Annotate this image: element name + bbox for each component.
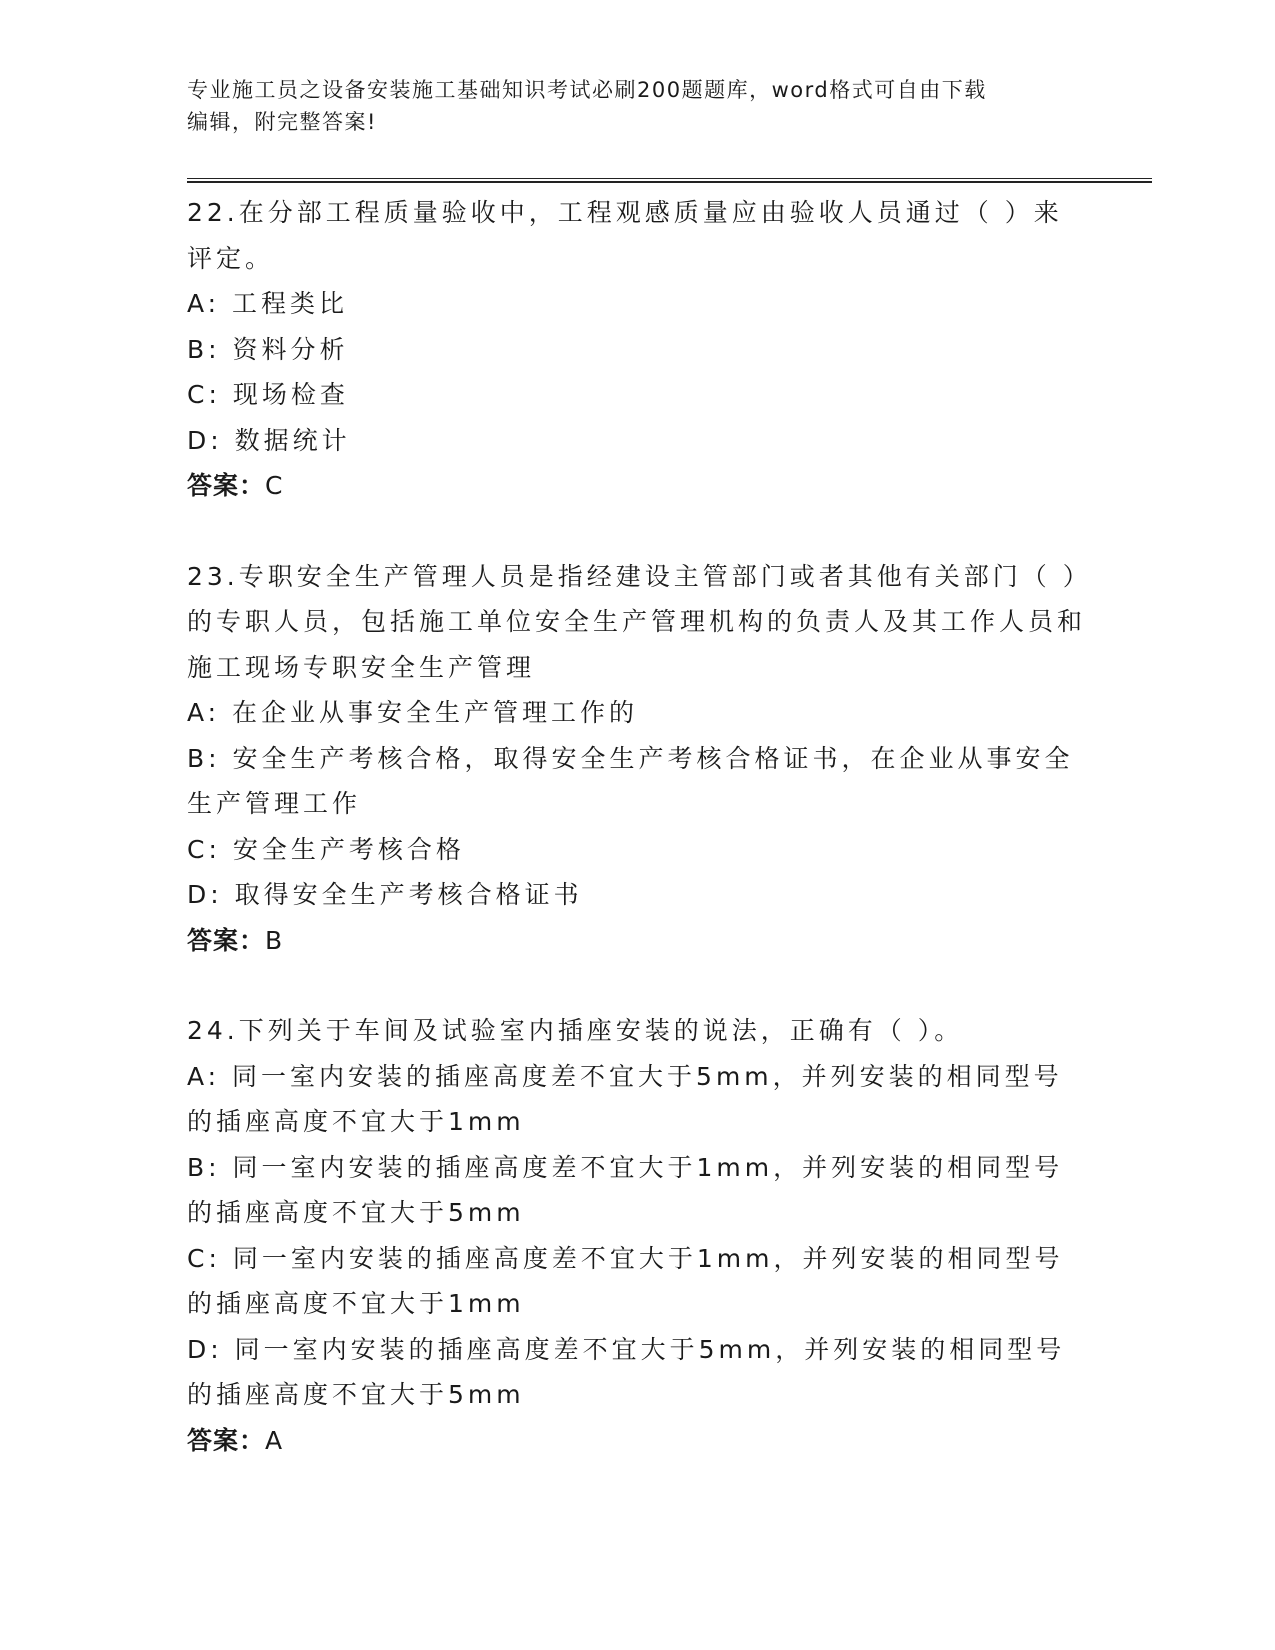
option-c: C: 现场检查 [187, 380, 349, 409]
option-a: A: 在企业从事安全生产管理工作的 [187, 698, 639, 727]
answer [187, 463, 1087, 509]
question-list [187, 190, 1087, 1508]
option-d: D: 数据统计 [187, 425, 351, 455]
option-b: B: 资料分析 [187, 334, 349, 364]
option-b: B: 同一室内安装的插座高度差不宜大于1mm，并列安装的相同型号的插座高度不宜大于5mm [187, 1152, 1064, 1227]
answer [187, 1418, 1087, 1464]
page-header [187, 74, 1087, 138]
answer [187, 918, 1087, 964]
answer-value: A [265, 1425, 284, 1455]
question-stem: 22.在分部工程质量验收中，工程观感质量应由验收人员通过（ ）来评定。 [187, 198, 1063, 273]
header-divider [187, 178, 1152, 183]
option-a: A: 同一室内安装的插座高度差不宜大于5mm，并列安装的相同型号的插座高度不宜大于1mm [187, 1061, 1063, 1136]
option-a: A: 工程类比 [187, 289, 349, 318]
option-c: C: 同一室内安装的插座高度差不宜大于1mm，并列安装的相同型号的插座高度不宜大于1mm [187, 1243, 1064, 1318]
question-stem: 24.下列关于车间及试验室内插座安装的说法，正确有（ ）。 [187, 1016, 964, 1045]
answer-label: 答案： [187, 1425, 266, 1455]
header-title-line-1: 专业施工员之设备安装施工基础知识考试必刷200题题库，word格式可自由下载 [187, 78, 987, 102]
question-22 [187, 190, 1087, 509]
option-d: D: 取得安全生产考核合格证书 [187, 880, 583, 909]
answer-value: B [265, 925, 284, 955]
answer-label: 答案： [187, 925, 266, 955]
header-title-line-2: 编辑，附完整答案! [187, 110, 377, 134]
option-c: C: 安全生产考核合格 [187, 834, 465, 864]
question-24 [187, 1008, 1087, 1463]
question-23 [187, 554, 1087, 964]
option-b: B: 安全生产考核合格，取得安全生产考核合格证书，在企业从事安全生产管理工作 [187, 743, 1074, 818]
option-d: D: 同一室内安装的插座高度差不宜大于5mm，并列安装的相同型号的插座高度不宜大于5mm [187, 1334, 1066, 1409]
answer-label: 答案： [187, 471, 266, 500]
question-stem: 23.专职安全生产管理人员是指经建设主管部门或者其他有关部门（ ）的专职人员，包括施工单位安全生产管理机构的负责人及其工作人员和施工现场专职安全生产管理 [187, 561, 1087, 682]
answer-value: C [265, 471, 284, 500]
